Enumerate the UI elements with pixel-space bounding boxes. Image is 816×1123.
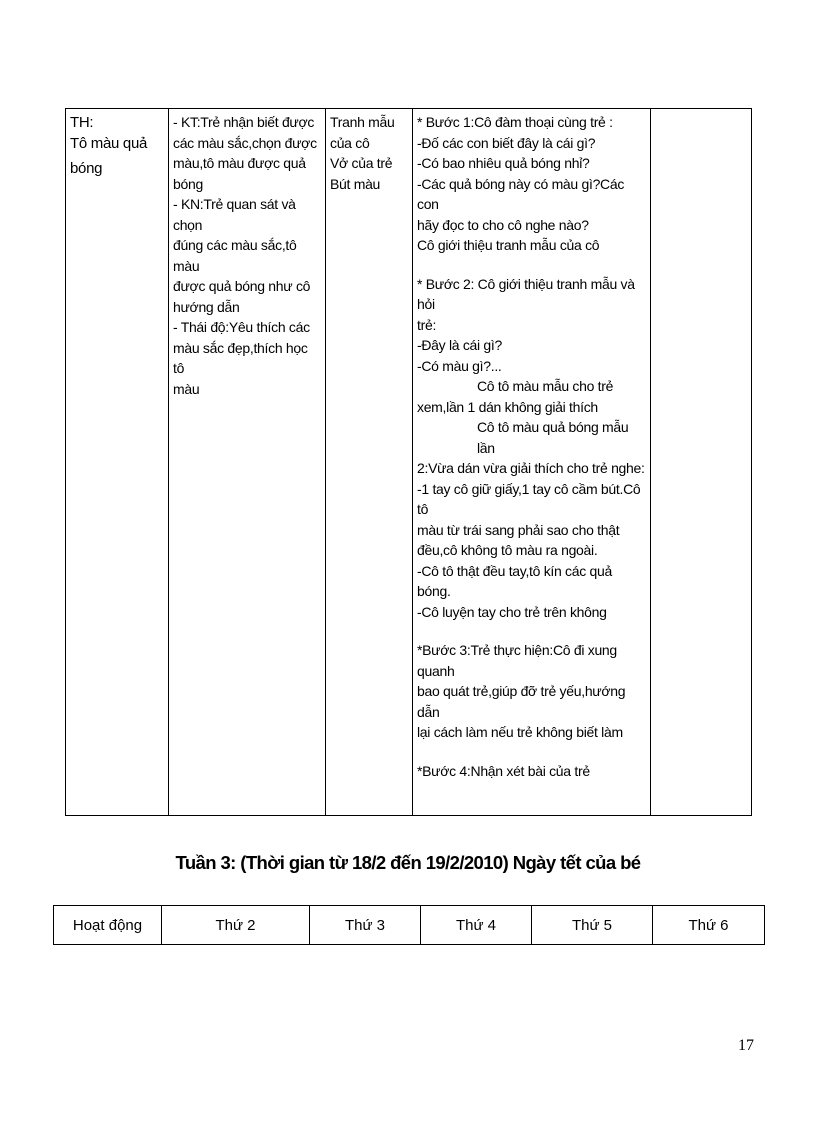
notes-cell [651, 109, 752, 816]
step1-line: * Bước 1:Cô đàm thoại cùng trẻ : [417, 114, 613, 130]
step1-line: -Các quả bóng này có màu gì?Các con [417, 175, 625, 212]
material-line: Bút màu [330, 175, 381, 192]
step3-line: *Bước 3:Trẻ thực hiện:Cô đi xung quanh [417, 642, 617, 679]
step2-line: trẻ: [417, 316, 437, 333]
step1-line: hãy đọc to cho cô nghe nào? [417, 216, 589, 233]
column-header: Thứ 4 [421, 906, 532, 945]
step1-line: Cô giới thiệu tranh mẫu của cô [417, 237, 600, 253]
week-schedule-table [53, 905, 765, 945]
step2-demo-line: xem,lần 1 dán không giải thích [417, 398, 598, 415]
step1-line: -Có bao nhiêu quả bóng nhỉ? [417, 155, 590, 171]
table-row [66, 109, 752, 816]
objective-line: màu,tô màu được quả [173, 155, 306, 171]
objective-line: hướng dẫn [173, 298, 240, 315]
activity-line: bóng [70, 160, 103, 177]
page-number: 17 [738, 1037, 754, 1054]
materials-cell [326, 109, 413, 816]
activity-line: Tô màu quả [70, 135, 148, 152]
procedure-cell [413, 109, 651, 816]
spacer [417, 622, 647, 640]
objective-line: đúng các màu sắc,tô màu [173, 237, 297, 274]
material-line: Vở của trẻ [330, 155, 393, 171]
spacer [417, 743, 647, 761]
lesson-plan-table [65, 108, 752, 816]
objective-line: các màu sắc,chọn được [173, 134, 317, 151]
step2-demo-line: Cô tô màu mẫu cho trẻ [477, 378, 614, 394]
step2-line: -Có màu gì?... [417, 357, 502, 374]
table-header-row [54, 906, 765, 945]
week-title: Tuần 3: (Thời gian từ 18/2 đến 19/2/2010) Ngày tết của bé [175, 852, 641, 873]
material-line: Tranh mẫu [330, 114, 395, 130]
column-header: Thứ 5 [532, 906, 653, 945]
step4-line: *Bước 4:Nhận xét bài của trẻ [417, 762, 590, 779]
objective-line: được quả bóng như cô [173, 278, 311, 294]
objective-line: màu sắc đẹp,thích học tô [173, 339, 308, 376]
objectives-cell [169, 109, 326, 816]
step2-line: -1 tay cô giữ giấy,1 tay cô cầm bút.Cô tô [417, 480, 641, 517]
step1-line: -Đố các con biết đây là cái gì? [417, 134, 596, 151]
objective-line: - KN:Trẻ quan sát và chọn [173, 196, 296, 233]
objective-line: màu [173, 380, 200, 397]
objective-line: - KT:Trẻ nhận biết được [173, 114, 315, 130]
column-header: Thứ 2 [162, 906, 310, 945]
step3-line: bao quát trẻ,giúp đỡ trẻ yếu,hướng dẫn [417, 683, 626, 720]
step2-line: màu từ trái sang phải sao cho thật [417, 521, 620, 538]
step2-line: -Đây là cái gì? [417, 337, 502, 353]
column-header: Hoạt động [54, 906, 162, 945]
objective-line: bóng [173, 175, 203, 192]
activity-line: TH: [70, 114, 94, 131]
step3-line: lại cách làm nếu trẻ không biết làm [417, 724, 623, 740]
step2-demo-line: Cô tô màu quả bóng mẫu lần [477, 419, 629, 456]
column-header: Thứ 3 [310, 906, 421, 945]
step2-line: -Cô tô thật đều tay,tô kín các quả bóng. [417, 562, 612, 599]
column-header: Thứ 6 [653, 906, 765, 945]
material-line: của cô [330, 134, 370, 151]
spacer [417, 256, 647, 274]
activity-cell [66, 109, 169, 816]
step2-line: * Bước 2: Cô giới thiệu tranh mẫu và hỏi [417, 275, 635, 312]
step2-line: -Cô luyện tay cho trẻ trên không [417, 603, 607, 620]
objective-line: - Thái độ:Yêu thích các [173, 319, 310, 335]
step2-line: đều,cô không tô màu ra ngoài. [417, 542, 598, 558]
step2-line: 2:Vừa dán vừa giải thích cho trẻ nghe: [417, 460, 645, 476]
